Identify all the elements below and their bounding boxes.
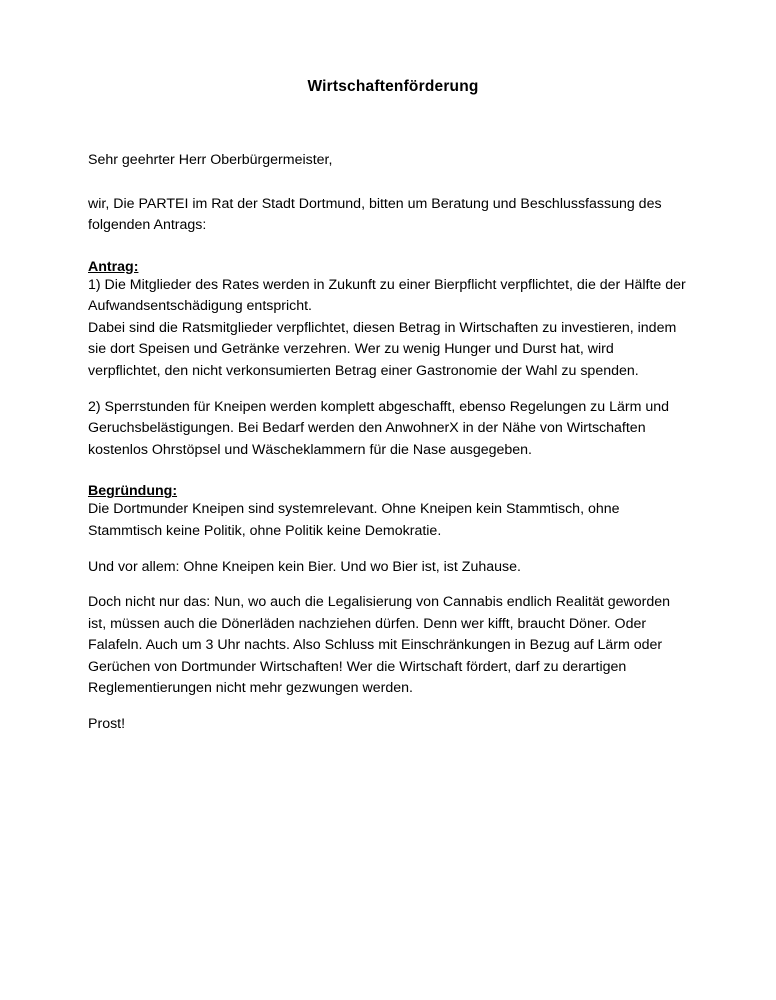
spacer [88, 172, 688, 194]
antrag-item-1a: 1) Die Mitglieder des Rates werden in Zukunft zu einer Bierpflicht verpflichtet, die der Hälfte der Aufwandsentschädigung entspricht. [88, 276, 686, 315]
section-heading-antrag: Antrag: [88, 258, 139, 275]
page-title: Wirtschaftenförderung [307, 78, 479, 95]
spacer [88, 237, 688, 259]
spacer [88, 383, 688, 397]
document-body [88, 78, 688, 736]
begruendung-paragraph-3: Doch nicht nur das: Nun, wo auch die Legalisierung von Cannabis endlich Realität geworden ist, müssen auch die Dönerläden nachziehen dürfen. Denn wer kifft, braucht Döner. Oder Falafeln. Auch um 3 Uhr nachts. Also Schluss mit Einschränkungen in Bezug auf Lärm oder Gerüchen von Dortmunder Wirtschaften! Wer die Wirtschaft fördert, darf zu derartigen Reglementierungen nicht mehr gezwungen werden. [88, 594, 671, 697]
antrag-item-1b: Dabei sind die Ratsmitglieder verpflichtet, diesen Betrag in Wirtschaften zu investieren, indem sie dort Speisen und Getränke verzehren. Wer zu wenig Hunger und Durst hat, wird verpflichtet, den nicht verkonsumierten Betrag einer Gastronomie der Wahl zu spenden. [88, 319, 677, 380]
closing-paragraph: Prost! [88, 715, 126, 732]
intro-paragraph: wir, Die PARTEI im Rat der Stadt Dortmund, bitten um Beratung und Beschlussfassung des folgenden Antrags: [88, 195, 662, 234]
spacer [88, 700, 688, 714]
antrag-item-2: 2) Sperrstunden für Kneipen werden komplett abgeschafft, ebenso Regelungen zu Lärm und Geruchsbelästigungen. Bei Bedarf werden den AnwohnerX in der Nähe von Wirtschaften kostenlos Ohrstöpsel und Wäscheklammern für die Nase ausgegeben. [88, 398, 670, 458]
begruendung-paragraph-1: Die Dortmunder Kneipen sind systemrelevant. Ohne Kneipen kein Stammtisch, ohne Stammtisch keine Politik, ohne Politik keine Demokratie. [88, 501, 620, 539]
salutation-paragraph: Sehr geehrter Herr Oberbürgermeister, [88, 152, 333, 168]
spacer [88, 96, 688, 150]
begruendung-paragraph-2: Und vor allem: Ohne Kneipen kein Bier. Und wo Bier ist, ist Zuhause. [88, 558, 521, 575]
spacer [88, 578, 688, 592]
section-heading-begruendung: Begründung: [88, 483, 178, 500]
spacer [88, 461, 688, 483]
spacer [88, 543, 688, 557]
